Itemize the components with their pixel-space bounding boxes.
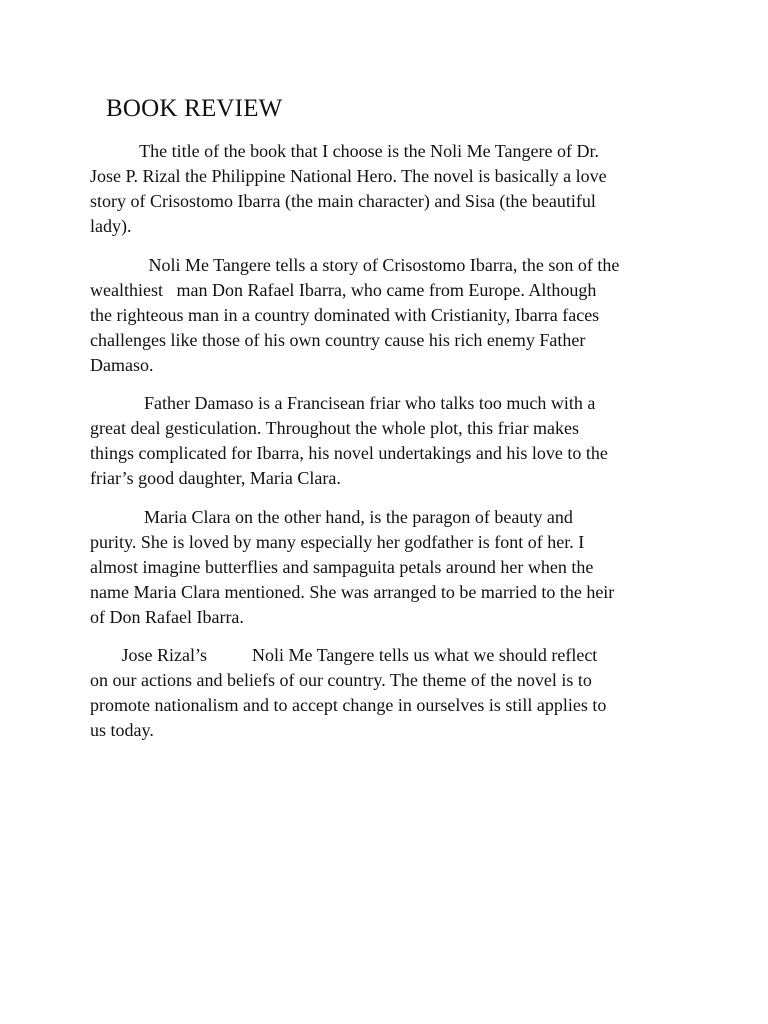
paragraph-line: purity. She is loved by many especially her godfather is font of her. I	[90, 532, 585, 552]
paragraph-1	[90, 139, 690, 239]
paragraph-line: things complicated for Ibarra, his novel undertakings and his love to the	[90, 443, 608, 463]
paragraph-line: name Maria Clara mentioned. She was arranged to be married to the heir	[90, 582, 615, 602]
paragraph-line: wealthiest man Don Rafael Ibarra, who came from Europe. Although	[90, 280, 597, 300]
paragraph-line: of Don Rafael Ibarra.	[90, 607, 244, 627]
paragraph-line: us today.	[90, 720, 154, 740]
paragraph-line: Jose Rizal’s Noli Me Tangere tells us what we should reflect	[90, 645, 598, 665]
paragraph-line: friar’s good daughter, Maria Clara.	[90, 468, 341, 488]
paragraph-line: great deal gesticulation. Throughout the whole plot, this friar makes	[90, 418, 580, 438]
paragraph-2	[90, 253, 690, 378]
paragraph-line: the righteous man in a country dominated with Cristianity, Ibarra faces	[90, 305, 600, 325]
paragraph-line: almost imagine butterflies and sampaguita petals around her when the	[90, 557, 594, 577]
paragraph-line: Father Damaso is a Francisean friar who talks too much with a	[90, 393, 596, 413]
paragraph-3	[90, 391, 690, 491]
document-title: BOOK REVIEW	[106, 95, 283, 122]
paragraph-5	[90, 643, 690, 743]
paragraph-line: promote nationalism and to accept change in ourselves is still applies to	[90, 695, 607, 715]
paragraph-line: story of Crisostomo Ibarra (the main character) and Sisa (the beautiful	[90, 191, 596, 211]
paragraph-line: lady).	[90, 216, 132, 236]
paragraph-line: Maria Clara on the other hand, is the paragon of beauty and	[90, 507, 573, 527]
paragraph-line: on our actions and beliefs of our country. The theme of the novel is to	[90, 670, 592, 690]
paragraph-line: The title of the book that I choose is the Noli Me Tangere of Dr.	[90, 141, 599, 161]
paragraph-line: challenges like those of his own country cause his rich enemy Father	[90, 330, 586, 350]
paragraph-line: Noli Me Tangere tells a story of Crisostomo Ibarra, the son of the	[90, 255, 620, 275]
paragraph-line: Damaso.	[90, 355, 154, 375]
paragraph-4	[90, 505, 690, 630]
paragraph-line: Jose P. Rizal the Philippine National Hero. The novel is basically a love	[90, 166, 607, 186]
